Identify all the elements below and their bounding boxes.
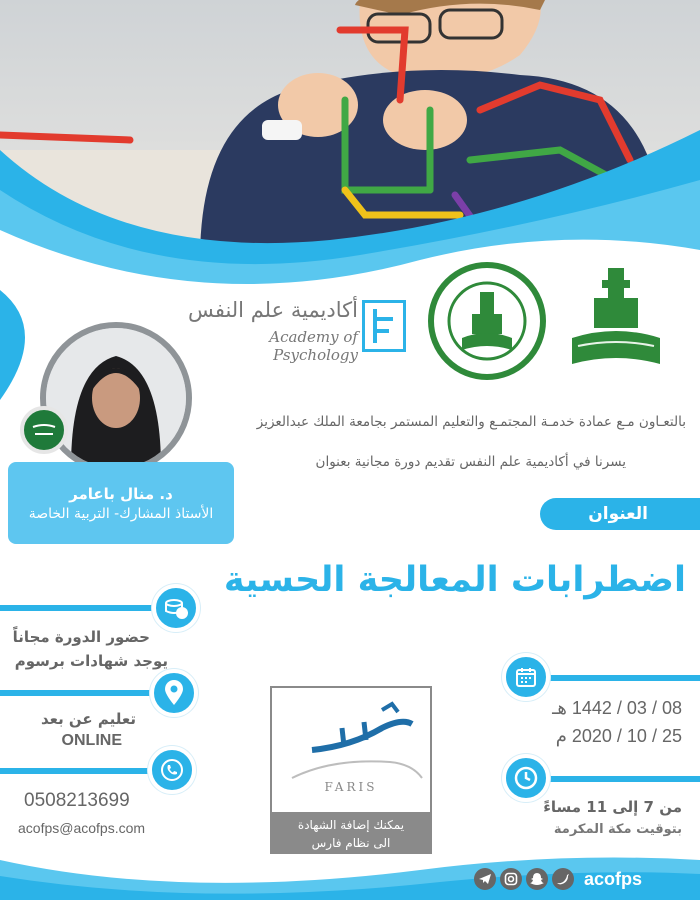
academy-logo-mark [362,300,406,352]
faris-logo-mark [272,688,430,784]
academy-name-ar: أكاديمية علم النفس [188,298,358,322]
twitter-icon[interactable] [552,868,574,890]
calendar-icon [502,653,550,701]
location-pin-icon [150,669,198,717]
money-icon [152,584,200,632]
instagram-icon[interactable] [500,868,522,890]
mode-line-2: ONLINE [61,732,122,749]
fee-line-1: حضور الدورة مجاناً [12,628,150,646]
social-handle[interactable]: acofps [584,868,643,889]
time-range: من 7 إلى 11 مساءً [543,798,682,816]
phone-number[interactable]: 0508213699 [24,790,130,811]
course-title: اضطرابات المعالجة الحسية [223,560,686,600]
community-service-seal [428,262,546,380]
snapchat-icon[interactable] [526,868,548,890]
info-bar-time [528,776,700,782]
kau-logo [566,268,666,372]
section-label: العنوان [540,498,700,530]
gregorian-date: 25 / 10 / 2020 م [555,726,682,746]
presenter-card [8,462,234,544]
presenter-avatar [46,328,186,468]
faris-logo [270,686,432,814]
fee-line-2: يوجد شهادات برسوم [14,652,168,670]
email-address[interactable]: acofps@acofps.com [18,820,146,836]
info-bar-fee [0,605,170,611]
presenter-name: د. منال باعامر [69,485,173,503]
time-zone: بتوقيت مكة المكرمة [553,822,682,837]
faris-caption-line-2: الى نظام فارس [311,836,391,850]
intro-line-2: يسرنا في أكاديمية علم النفس تقديم دورة مجانية بعنوان [315,454,626,470]
saudi-flag-icon [20,406,68,454]
info-bar-mode [0,690,170,696]
clock-icon [502,754,550,802]
hijri-date: 08 / 03 / 1442 هـ [552,698,682,718]
mode-line-1: تعليم عن بعد [40,710,136,728]
info-bar-contact [0,768,170,774]
social-row [474,866,694,892]
presenter-photo [40,322,192,474]
intro-line-1: بالتعـاون مـع عمادة خدمـة المجتمـع والتعليم المستمر بجامعة الملك عبدالعزيز [256,414,686,430]
faris-logo-en: FARIS [324,780,378,794]
info-bar-date [528,675,700,681]
phone-icon [148,746,196,794]
presenter-title: الأستاذ المشارك- التربية الخاصة [28,506,214,522]
faris-caption-line-1: يمكنك إضافة الشهادة [297,818,405,832]
academy-name-en: Academy of Psychology [269,328,358,364]
telegram-icon[interactable] [474,868,496,890]
